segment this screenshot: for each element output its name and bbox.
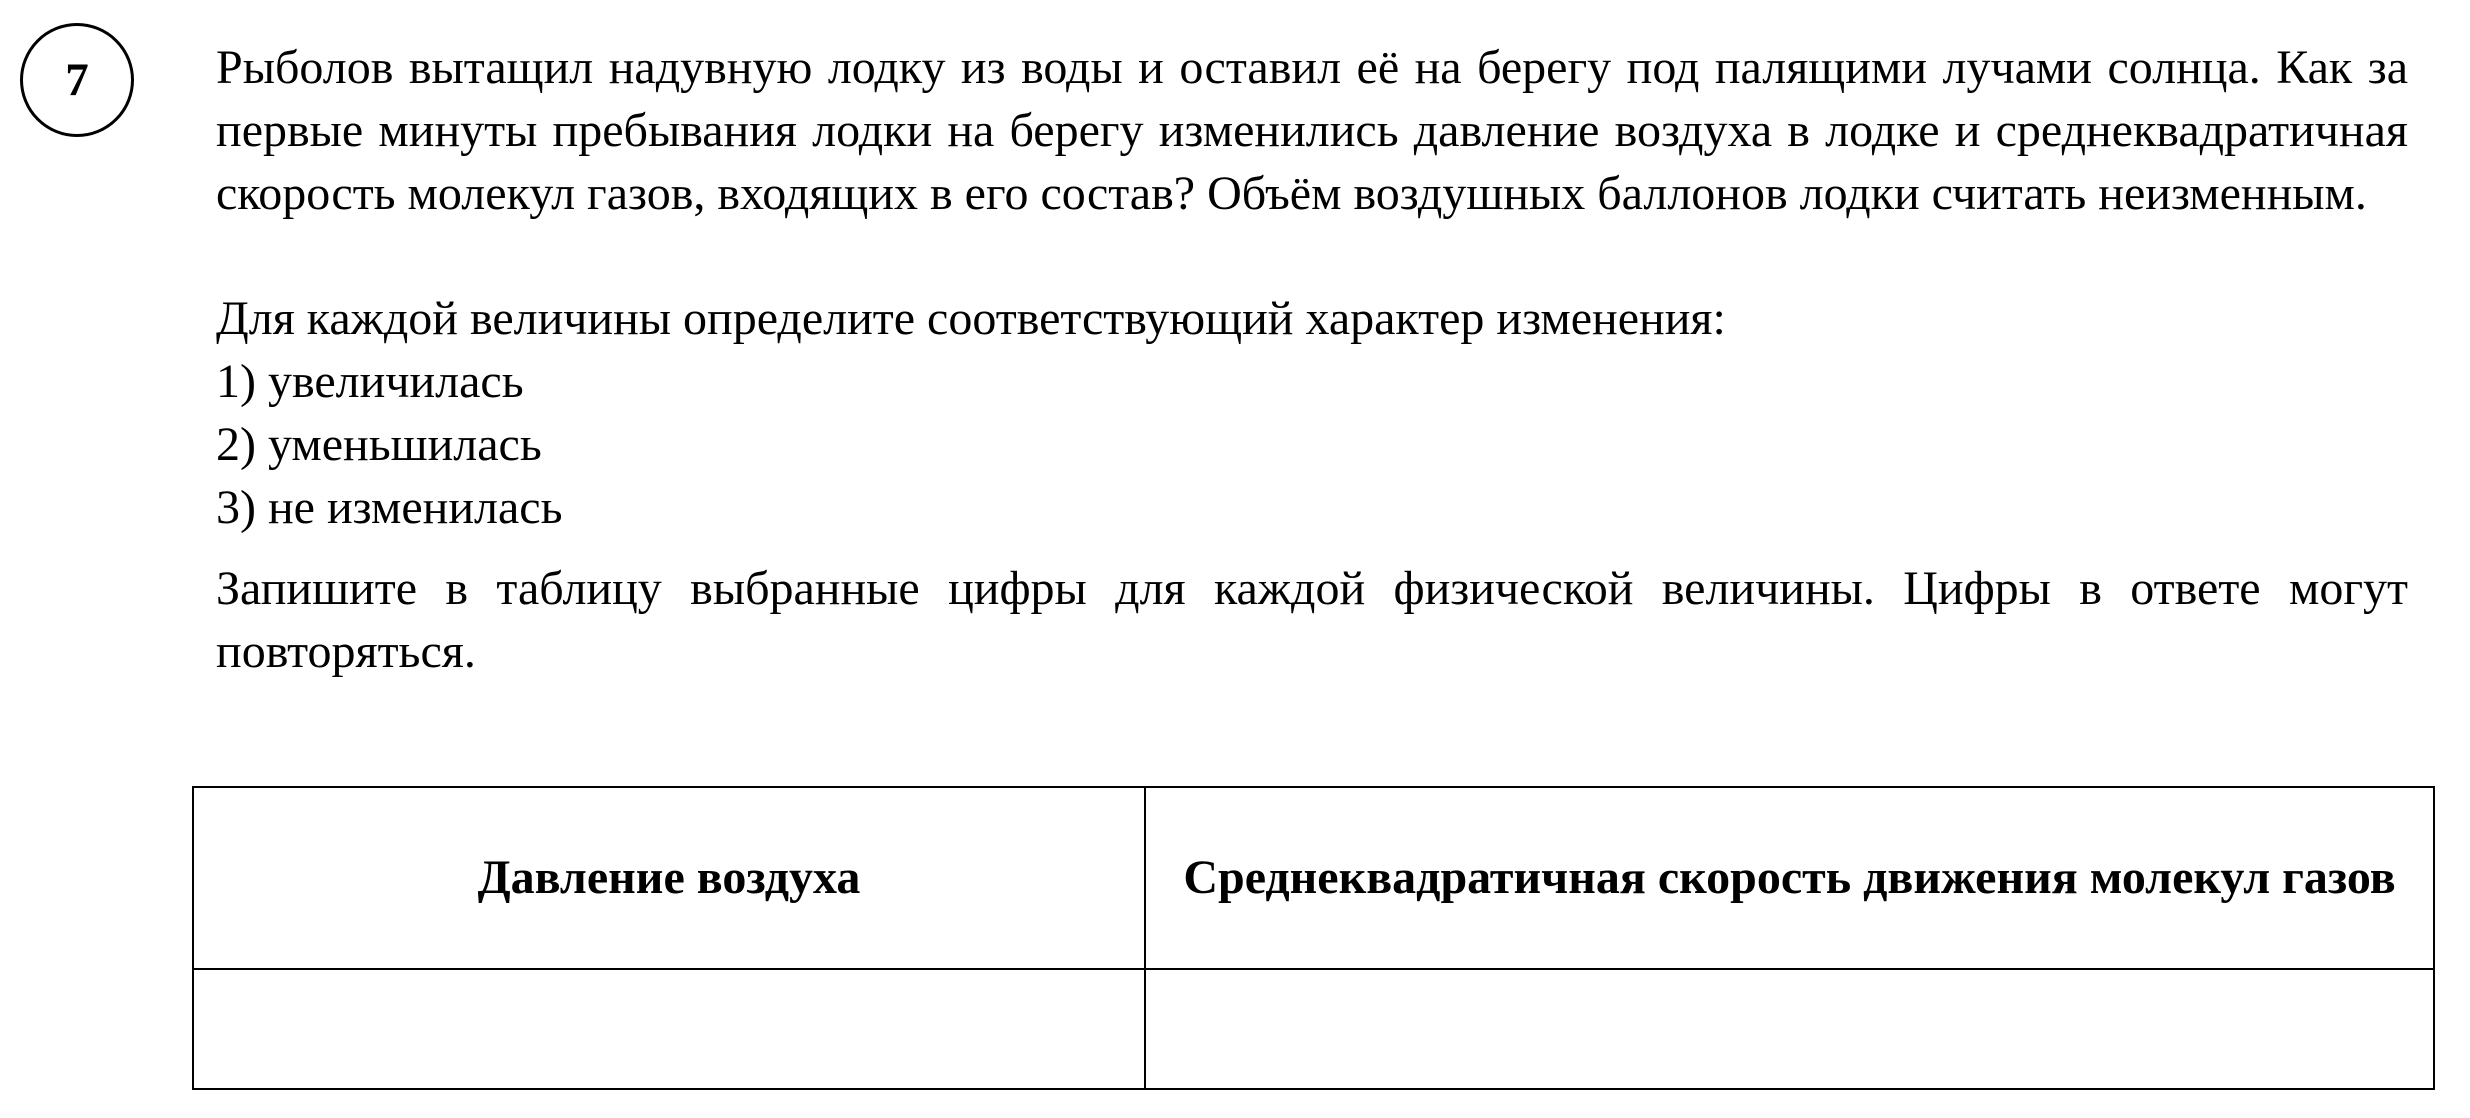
option-3: 3) не изменилась [216, 481, 563, 534]
spacer [216, 539, 2408, 557]
answer-cell-rms-speed[interactable] [1145, 969, 2434, 1089]
answer-note: Запишите в таблицу выбранные цифры для каждой физической величины. Цифры в ответе могут повторяться. [216, 562, 2408, 678]
task-number-badge [20, 23, 134, 137]
option-1: 1) увеличилась [216, 355, 524, 408]
header-air-pressure: Давление воздуха [193, 787, 1145, 969]
header-rms-speed: Среднеквадратичная скорость движения молекул газов [1145, 787, 2434, 969]
answer-table-row [193, 969, 2434, 1089]
spacer [216, 225, 2408, 287]
instruction-text: Для каждой величины определите соответствующий характер изменения: [216, 292, 1726, 345]
option-2: 2) уменьшилась [216, 418, 542, 471]
task-number: 7 [65, 54, 89, 106]
answer-cell-air-pressure[interactable] [193, 969, 1145, 1089]
task-content [216, 36, 2408, 683]
answer-table [192, 786, 2435, 1090]
answer-table-header-row [193, 787, 2434, 969]
question-text: Рыболов вытащил надувную лодку из воды и оставил её на берегу под палящими лучами солнца. Как за первые минуты пребывания лодки на берегу изменились давление воздуха в лодке и среднеквадратичная скорость молекул газов, входящих в его состав? Объём воздушных баллонов лодки считать неизменным. [216, 41, 2408, 220]
